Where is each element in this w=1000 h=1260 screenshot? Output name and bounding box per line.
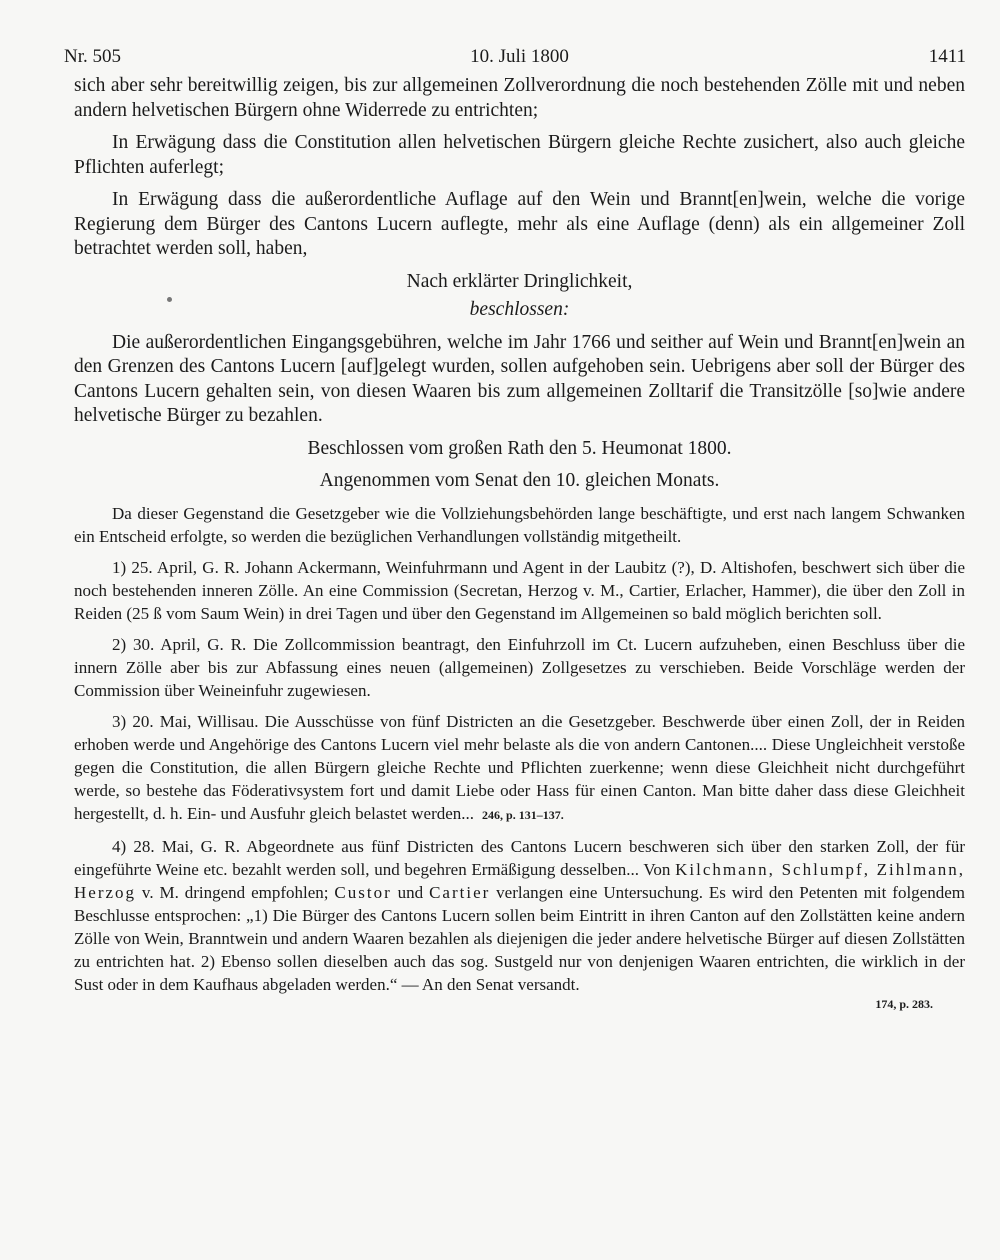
dringlichkeit-line: Nach erklärter Dringlichkeit, bbox=[406, 270, 633, 292]
note-4-text-d: verlangen eine Untersuchung. Es wird den Petenten mit folgendem Beschlusse entsprochen: „1) Die Bürger des Cantons Lucern sollen beim Eintritt in ihren Canton auf den Zollstätten keine andern Zölle von Wein, Branntwein und andern Waaren bezahlen als diejenigen die jeder andere helvetische Bürger auf diesen Zollstätten zu entrichten hat. 2) Ebenso sollen dieselben auch das sog. Sustgeld nur von denjenigen Waaren entrichten, die wirklich in der Sust oder in dem Kaufhaus abgeladen werden.“ — An den Senat versandt. bbox=[74, 882, 965, 994]
grossrat-line: Beschlossen vom großen Rath den 5. Heumonat 1800. bbox=[307, 437, 732, 459]
senat-line: Angenommen vom Senat den 10. gleichen Monats. bbox=[319, 470, 720, 491]
paragraph-intro: sich aber sehr bereitwillig zeigen, bis zur allgemeinen Zollverordnung die noch bestehenden Zölle mit und neben andern helvetischen Bürgern ohne Widerrede zu entrichten; bbox=[74, 75, 965, 121]
running-header bbox=[64, 40, 966, 70]
note-1: 1) 25. April, G. R. Johann Ackermann, Weinfuhrmann und Agent in der Laubitz (?), D. Altishofen, beschwert sich über die noch bestehenden inneren Zölle. An eine Commission (Secretan, Herzog v. M., Cartier, Erlacher, Hammer), die über den Zoll in Reiden (25 ß vom Saum Wein) in drei Tagen und über den Gegenstand im Allgemeinen so bald möglich berichten soll. bbox=[74, 557, 965, 623]
note-2: 2) 30. April, G. R. Die Zollcommission beantragt, den Einfuhrzoll im Ct. Lucern aufzuheben, einen Beschluss über die innern Zölle aber bis zur Abfassung eines neuen (allgemeinen) Zollgesetzes zu verschieben. Beide Vorschläge werden der Commission über Weineinfuhr zugewiesen. bbox=[74, 634, 965, 700]
note-4 bbox=[74, 835, 965, 996]
note-4-text-c: und bbox=[391, 882, 430, 902]
page-number: 1411 bbox=[928, 46, 966, 67]
note-3 bbox=[74, 710, 965, 827]
document-date: 10. Juli 1800 bbox=[470, 46, 569, 67]
note-4-names-a: Kilchmann, Schlumpf, Zihlmann, Herzog bbox=[74, 859, 965, 902]
paragraph-resolution: Die außerordentlichen Eingangsgebühren, welche im Jahr 1766 und seither auf Wein und Brannt[en]wein an den Grenzen des Cantons Lucern [auf]gelegt wurden, sollen aufgehoben sein. Uebrigens aber soll der Bürger des Cantons Lucern gehalten sein, von diesen Waaren bis zum allgemeinen Zolltarif die Transitzölle [so]wie andere helvetische Bürger zu bezahlen. bbox=[74, 331, 965, 426]
note-3-text: 3) 20. Mai, Willisau. Die Ausschüsse von fünf Districten an die Gesetzgeber. Beschwerde über einen Zoll, der in Reiden erhoben werde und Angehörige des Cantons Lucern viel mehr belaste als die von andern Cantonen.... Diese Ungleichheit verstoße gegen die Constitution, die allen Bürgern gleiche Rechte und Pflichten zuerkenne; wenn diese Gleichheit nicht durchgeführt werde, so bestehe das Föderativsystem fort und damit Liebe oder Hass für einen Canton. Man bitte daher dass diese Gleichheit hergestellt, d. h. Ein- und Ausfuhr gleich belastet werden... bbox=[74, 711, 965, 823]
note-3-reference: 246, p. 131–137. bbox=[482, 807, 564, 822]
document-number: Nr. 505 bbox=[64, 46, 121, 67]
paragraph-constitution: In Erwägung dass die Constitution allen helvetischen Bürgern gleiche Rechte zusichert, also auch gleiche Pflichten auferlegt; bbox=[74, 132, 965, 178]
document-page bbox=[64, 40, 966, 1012]
beschlossen-line: beschlossen: bbox=[469, 299, 570, 320]
note-4-names-c: Cartier bbox=[429, 882, 491, 902]
note-4-names-b: Custor bbox=[334, 882, 392, 902]
note-4-text-b: v. M. dringend empfohlen; bbox=[136, 882, 335, 902]
note-4-text-a: 4) 28. Mai, G. R. Abgeordnete aus fünf Districten des Cantons Lucern beschweren sich über den starken Zoll, der für eingeführte Weine etc. bezahlt werden soll, und begehren Ermäßigung desselben... Von bbox=[74, 836, 965, 879]
paragraph-auflage: In Erwägung dass die außerordentliche Auflage auf den Wein und Brannt[en]wein, welche die vorige Regierung dem Bürger des Cantons Lucern auflegte, mehr als eine Auflage (denn) als ein allgemeiner Zoll betrachtet werden soll, haben, bbox=[74, 189, 965, 259]
ink-dot-mark bbox=[167, 297, 172, 302]
note-intro: Da dieser Gegenstand die Gesetzgeber wie die Vollziehungsbehörden lange beschäftigte, und erst nach langem Schwanken ein Entscheid erfolgte, so werden die bezüglichen Verhandlungen vollständig mitgetheilt. bbox=[74, 503, 965, 546]
note-4-reference: 174, p. 283. bbox=[875, 996, 933, 1011]
